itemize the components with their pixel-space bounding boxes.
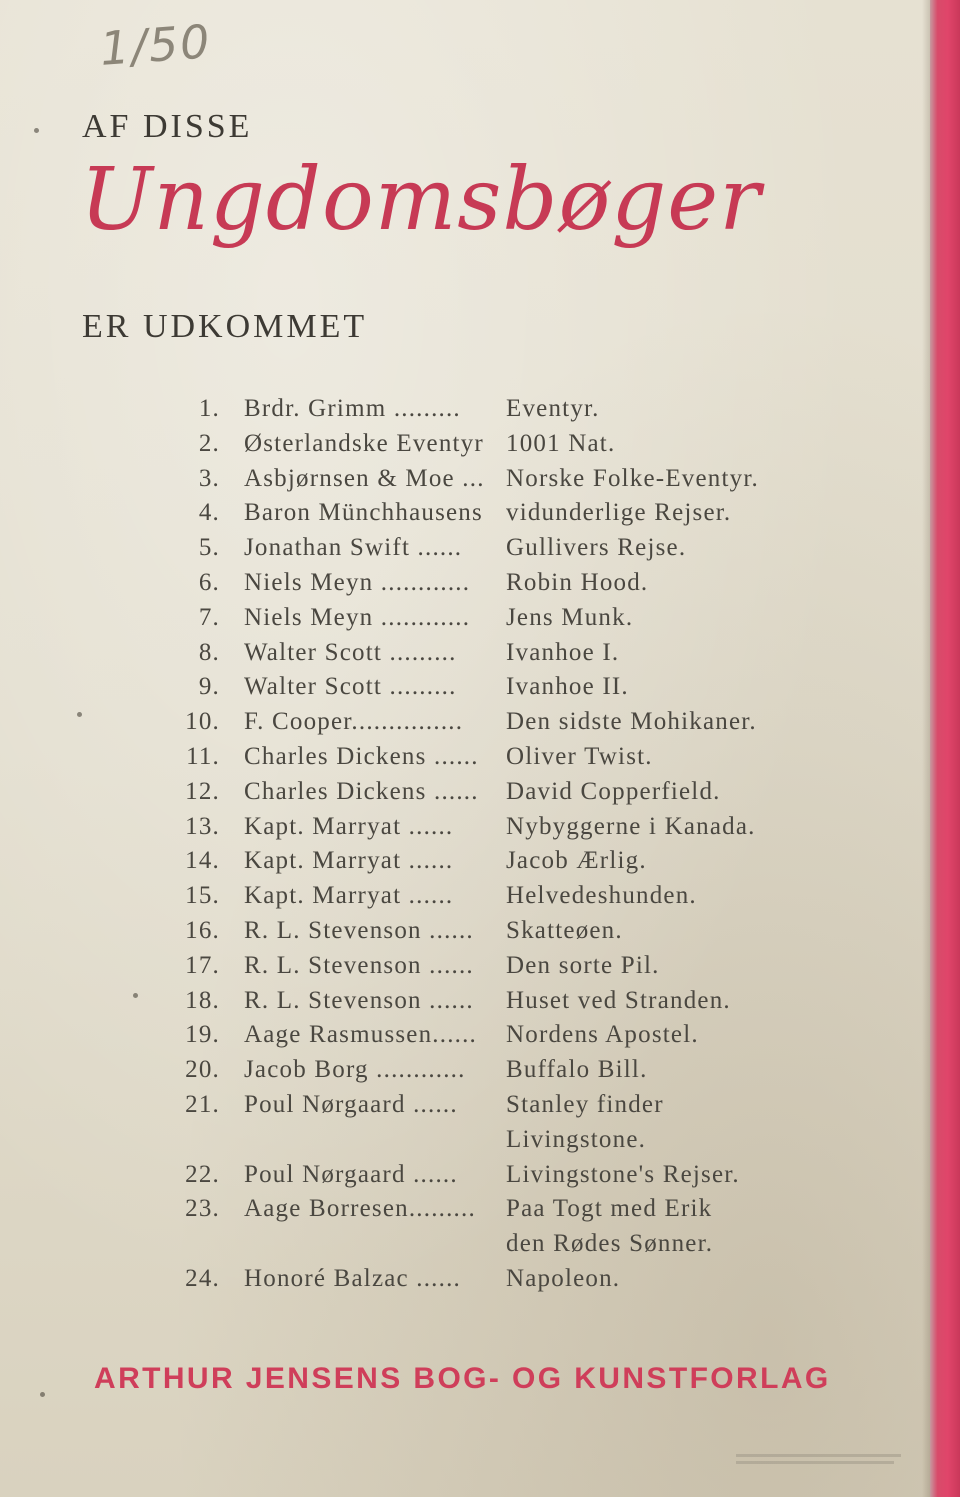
book-title-block [506, 879, 850, 914]
book-title-block [506, 1053, 850, 1088]
book-list-item [170, 1018, 850, 1053]
paper-speck [133, 993, 138, 998]
book-number: 17. [185, 951, 220, 979]
book-list-item [170, 636, 850, 671]
book-list-item [170, 392, 850, 427]
book-title-block [506, 984, 850, 1019]
printer-stamp-mark [736, 1452, 906, 1468]
book-author: Østerlandske Eventyr [244, 429, 484, 457]
book-number: 6. [198, 568, 220, 596]
book-number: 5. [198, 534, 220, 562]
book-author: F. Cooper............... [244, 708, 464, 736]
book-title: Ivanhoe II. [506, 673, 629, 701]
book-number: 19. [185, 1021, 220, 1049]
book-title-block [506, 740, 850, 775]
book-title: Den sidste Mohikaner. [506, 708, 757, 736]
subtitle-heading: ER UDKOMMET [82, 308, 368, 345]
book-title: Nybyggerne i Kanada. [506, 812, 756, 840]
book-title: Huset ved Stranden. [506, 986, 731, 1014]
book-list-item [170, 1158, 850, 1193]
book-list-item [170, 914, 850, 949]
book-title-continued: den Rødes Sønner. [506, 1230, 714, 1258]
book-list-item [170, 531, 850, 566]
book-title-block [506, 1088, 850, 1158]
book-number: 7. [198, 603, 220, 631]
intro-heading: AF DISSE [82, 108, 253, 145]
book-number: 8. [198, 638, 220, 666]
book-title-block [506, 427, 850, 462]
book-number: 3. [198, 464, 220, 492]
book-list-item [170, 462, 850, 497]
book-number: 22. [185, 1160, 220, 1188]
book-list-item [170, 1088, 850, 1158]
book-author: Charles Dickens ...... [244, 742, 479, 770]
book-title-block [506, 531, 850, 566]
book-number: 10. [185, 708, 220, 736]
book-title-block [506, 1018, 850, 1053]
book-author: R. L. Stevenson ...... [244, 951, 474, 979]
book-author: Niels Meyn ............ [244, 603, 471, 631]
book-title: Norske Folke-Eventyr. [506, 464, 759, 492]
book-title-block [506, 462, 850, 497]
book-list-item [170, 984, 850, 1019]
book-title: Den sorte Pil. [506, 951, 660, 979]
book-author: Kapt. Marryat ...... [244, 847, 454, 875]
book-author: Honoré Balzac ...... [244, 1264, 461, 1292]
book-list-item [170, 1192, 850, 1262]
book-number: 23. [185, 1195, 220, 1223]
book-author: R. L. Stevenson ...... [244, 916, 474, 944]
book-title-block [506, 1192, 850, 1262]
book-title-block [506, 949, 850, 984]
book-title: Nordens Apostel. [506, 1021, 699, 1049]
book-list-item [170, 496, 850, 531]
book-author: Walter Scott ......... [244, 673, 457, 701]
book-author: Jacob Borg ............ [244, 1056, 466, 1084]
book-number: 2. [198, 429, 220, 457]
book-title-block [506, 496, 850, 531]
book-title-continued: Livingstone. [506, 1125, 647, 1153]
book-number: 14. [185, 847, 220, 875]
book-title: Paa Togt med Erik [506, 1195, 713, 1223]
book-number: 1. [198, 395, 220, 422]
book-list-item [170, 844, 850, 879]
book-title-block [506, 810, 850, 845]
book-title: Robin Hood. [506, 568, 649, 596]
handwritten-price-note: 1/50 [98, 14, 214, 76]
book-list [170, 392, 850, 1297]
book-number: 16. [185, 916, 220, 944]
series-title: Ungdomsbøger [80, 150, 762, 250]
book-list-item [170, 740, 850, 775]
book-author: Poul Nørgaard ...... [244, 1160, 458, 1188]
paper-speck [40, 1392, 45, 1397]
book-number: 4. [198, 499, 220, 527]
book-number: 24. [185, 1264, 220, 1292]
book-title-block [506, 670, 850, 705]
book-number: 12. [185, 777, 220, 805]
book-title: Helvedeshunden. [506, 882, 697, 910]
book-title-block [506, 601, 850, 636]
book-title: 1001 Nat. [506, 429, 616, 457]
book-list-item [170, 566, 850, 601]
book-title: Oliver Twist. [506, 742, 653, 770]
book-number: 15. [185, 882, 220, 910]
book-title: Buffalo Bill. [506, 1056, 648, 1084]
book-title-block [506, 914, 850, 949]
book-title-block [506, 392, 850, 427]
book-list-item [170, 775, 850, 810]
book-author: Aage Borresen......... [244, 1195, 476, 1223]
book-title: David Copperfield. [506, 777, 721, 805]
book-author: Poul Nørgaard ...... [244, 1090, 458, 1118]
book-title-block [506, 1158, 850, 1193]
book-title: vidunderlige Rejser. [506, 499, 732, 527]
book-title: Gullivers Rejse. [506, 534, 687, 562]
book-author: Aage Rasmussen...... [244, 1021, 477, 1049]
book-list-item [170, 705, 850, 740]
book-title-block [506, 705, 850, 740]
book-author: Brdr. Grimm ......... [244, 395, 461, 422]
book-author: Walter Scott ......... [244, 638, 457, 666]
book-author: Charles Dickens ...... [244, 777, 479, 805]
book-author: Kapt. Marryat ...... [244, 882, 454, 910]
book-list-item [170, 1053, 850, 1088]
book-title: Jacob Ærlig. [506, 847, 647, 875]
book-title: Ivanhoe I. [506, 638, 620, 666]
book-list-item [170, 1262, 850, 1297]
book-number: 9. [198, 673, 220, 701]
book-title-block [506, 775, 850, 810]
red-spine-edge [930, 0, 960, 1497]
paper-speck [34, 128, 39, 133]
book-number: 21. [185, 1090, 220, 1118]
book-list-item [170, 601, 850, 636]
book-list-item [170, 810, 850, 845]
book-title: Eventyr. [506, 395, 600, 422]
book-list-item [170, 949, 850, 984]
book-title-block [506, 1262, 850, 1297]
book-author: Niels Meyn ............ [244, 568, 471, 596]
book-title: Stanley finder [506, 1090, 664, 1118]
book-title-block [506, 844, 850, 879]
book-number: 11. [186, 742, 220, 770]
book-author: Jonathan Swift ...... [244, 534, 463, 562]
printer-stamp [736, 1452, 906, 1471]
book-list-item [170, 670, 850, 705]
book-number: 20. [185, 1056, 220, 1084]
book-number: 13. [185, 812, 220, 840]
book-number: 18. [185, 986, 220, 1014]
book-list-item [170, 879, 850, 914]
book-author: R. L. Stevenson ...... [244, 986, 474, 1014]
book-author: Asbjørnsen & Moe ... [244, 464, 485, 492]
book-title: Napoleon. [506, 1264, 621, 1292]
book-author: Baron Münchhausens [244, 499, 483, 527]
paper-speck [77, 712, 82, 717]
book-title-block [506, 566, 850, 601]
book-title: Jens Munk. [506, 603, 634, 631]
book-title: Skatteøen. [506, 916, 623, 944]
book-list-item [170, 427, 850, 462]
book-title-block [506, 636, 850, 671]
book-author: Kapt. Marryat ...... [244, 812, 454, 840]
book-title: Livingstone's Rejser. [506, 1160, 740, 1188]
publisher-name: ARTHUR JENSENS BOG- OG KUNSTFORLAG [94, 1362, 831, 1395]
